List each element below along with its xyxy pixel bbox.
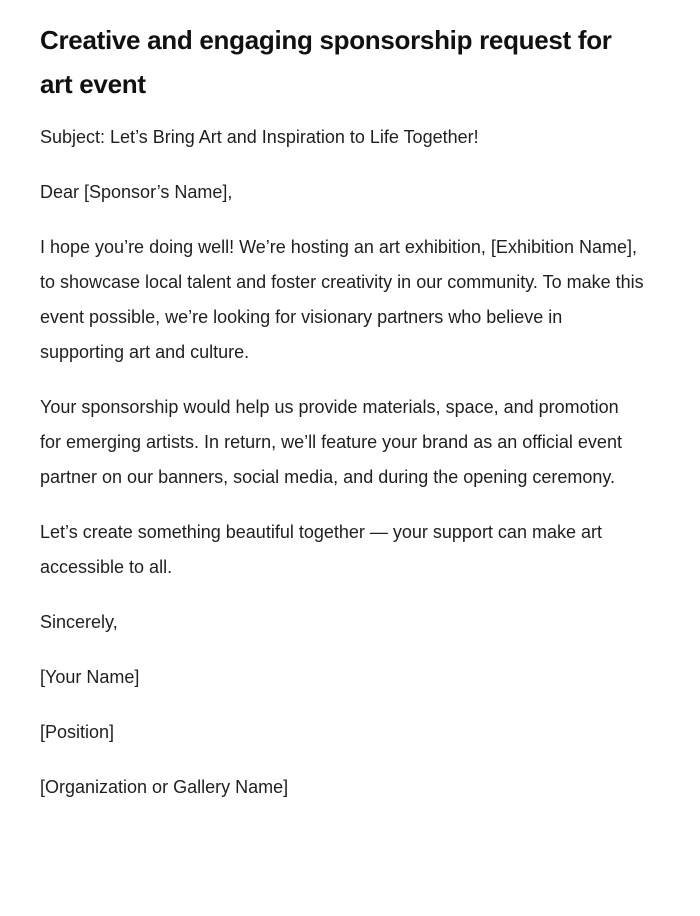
closing: Sincerely,: [40, 612, 118, 632]
body-paragraph-3: Let’s create something beautiful together — your support can make art accessible to all.: [40, 522, 602, 577]
salutation: Dear [Sponsor’s Name],: [40, 182, 233, 202]
signature-position: [Position]: [40, 722, 115, 742]
page-title: Creative and engaging sponsorship request for art event: [40, 25, 612, 99]
signature-name: [Your Name]: [40, 667, 140, 687]
body-paragraph-2: Your sponsorship would help us provide materials, space, and promotion for emerging artists. In return, we’ll feature your brand as an official event partner on our banners, social media, and during the opening ceremony.: [40, 397, 622, 487]
subject-line: Subject: Let’s Bring Art and Inspiration to Life Together!: [40, 127, 479, 147]
signature-organization: [Organization or Gallery Name]: [40, 777, 289, 797]
body-paragraph-1: I hope you’re doing well! We’re hosting an art exhibition, [Exhibition Name], to showcase local talent and foster creativity in our community. To make this event possible, we’re looking for visionary partners who believe in supporting art and culture.: [40, 237, 644, 362]
